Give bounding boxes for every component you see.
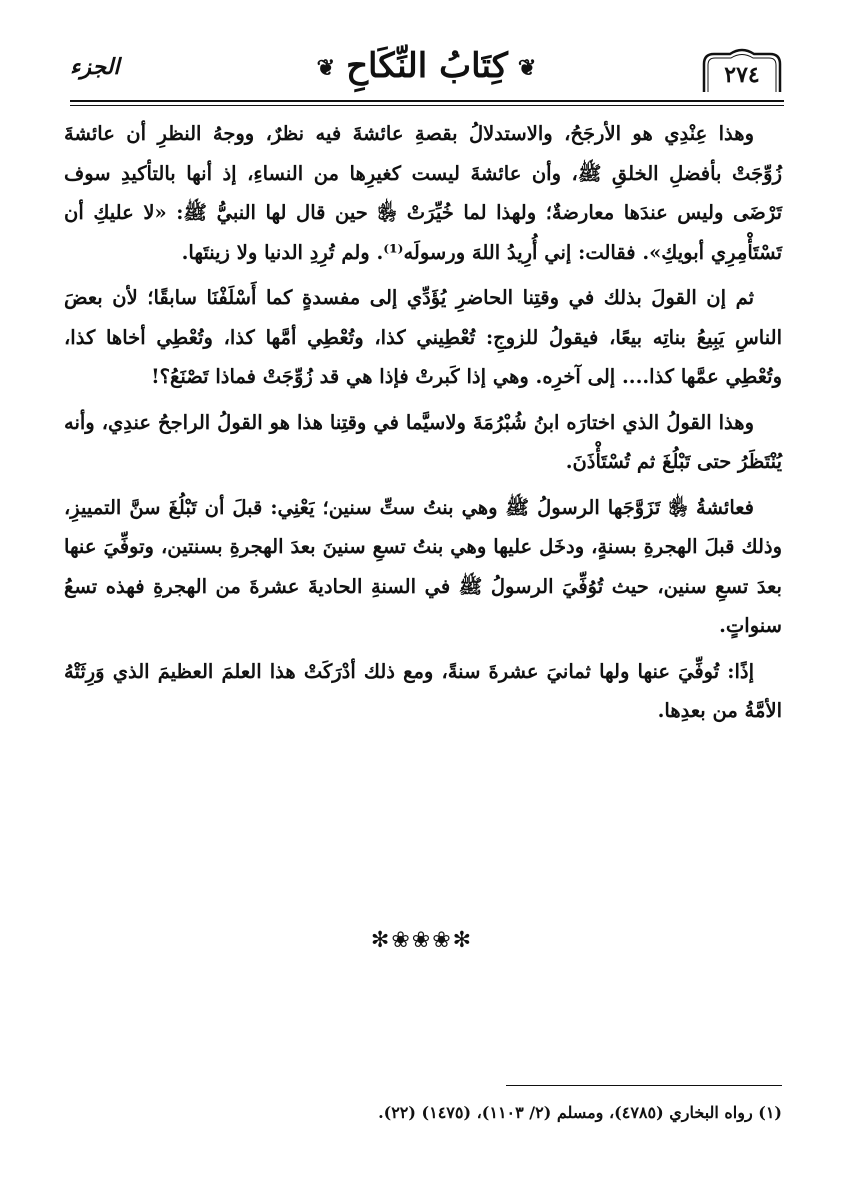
paragraph-4: فعائشةُ ﵂ تَزَوَّجَها الرسولُ ﷺ وهي بنتُ ستِّ سنين؛ يَعْنِي: قبلَ أن تَبْلُغَ سنَّ التمييزِ، وذلك قبلَ الهجرةِ بسنةٍ، ودخَل عليها وهي بنتُ تسعِ سنينَ بعدَ الهجرةِ بسنتين، وتوفِّيَ عنها بعدَ تسعِ سنين، حيث تُوُفِّيَ الرسولُ ﷺ في السنةِ الحاديةَ عشرةَ من الهجرةِ فهذه تسعُ سنواتٍ. <box>64 495 782 637</box>
header-rule-thin <box>70 105 784 106</box>
ornament-right-icon: ❦ <box>316 55 337 81</box>
footnote-1: (١) رواه البخاري (٤٧٨٥)، ومسلم (٢/ ١١٠٣)، (١٤٧٥) (٢٢). <box>378 1103 782 1122</box>
body-text <box>64 114 782 731</box>
paragraph-2: ثم إن القولَ بذلك في وقتِنا الحاضرِ يُؤَدِّي إلى مفسدةٍ كما أَسْلَفْنَا سابقًا؛ لأن بعضَ الناسِ يَبِيعُ بناتِه بيعًا، فيقولُ للزوجِ: تُعْطِيني كذا، وتُعْطِي أمَّها كذا، وتُعْطِي أخاها كذا، وتُعْطِي عمَّها كذا.... إلى آخرِه. وهي إذا كَبرتْ فإذا هي قد زُوِّجَتْ فماذا تَصْنَعُ؟! <box>64 286 782 388</box>
section-divider-icon: ✻❀❀❀✻ <box>370 928 474 953</box>
book-title <box>70 46 784 86</box>
header-rule <box>70 100 784 102</box>
ornament-left-icon: ❦ <box>517 55 538 81</box>
paragraph-5: إذًا: تُوفِّيَ عنها ولها ثمانيَ عشرةَ سنةً، ومع ذلك أدْرَكَتْ هذا العلمَ العظيمَ الذي وَرِثَتْهُ الأمَّةُ من بعدِها. <box>64 659 782 722</box>
page-header <box>70 40 784 102</box>
footnote-rule <box>506 1085 782 1086</box>
paragraph-3: وهذا القولُ الذي اختارَه ابنُ شُبْرُمَةَ ولاسيَّما في وقتِنا هذا هو القولُ الراجحُ عندِي، وأنه يُنْتَظَرُ حتى تَبْلُغَ ثم تُسْتَأْذَنَ. <box>64 410 782 473</box>
part-label: الجزء <box>70 54 120 80</box>
book-title-text: كِتَابُ النِّكَاحِ <box>346 46 508 86</box>
page-number: ٢٧٤ <box>724 62 760 88</box>
paragraph-1: وهذا عِنْدِي هو الأرجَحُ، والاستدلالُ بقصةِ عائشةَ فيه نظرٌ، ووجهُ النظرِ أن عائشةَ زُوِّجَتْ بأفضلِ الخلقِ ﷺ، وأن عائشةَ ليست كغيرِها من النساءِ، إذ أنها بالتأكيدِ سوف تَرْضَى وليس عندَها معارضةٌ؛ ولهذا لما خُيِّرَتْ ﵂ حين قال لها النبيُّ ﷺ: «لا عليكِ أن تَسْتَأْمِرِي أبويكِ». فقالت: إني أُرِيدُ اللهَ ورسولَه⁽¹⁾. ولم تُرِدِ الدنيا ولا زينتَها. <box>64 122 782 264</box>
